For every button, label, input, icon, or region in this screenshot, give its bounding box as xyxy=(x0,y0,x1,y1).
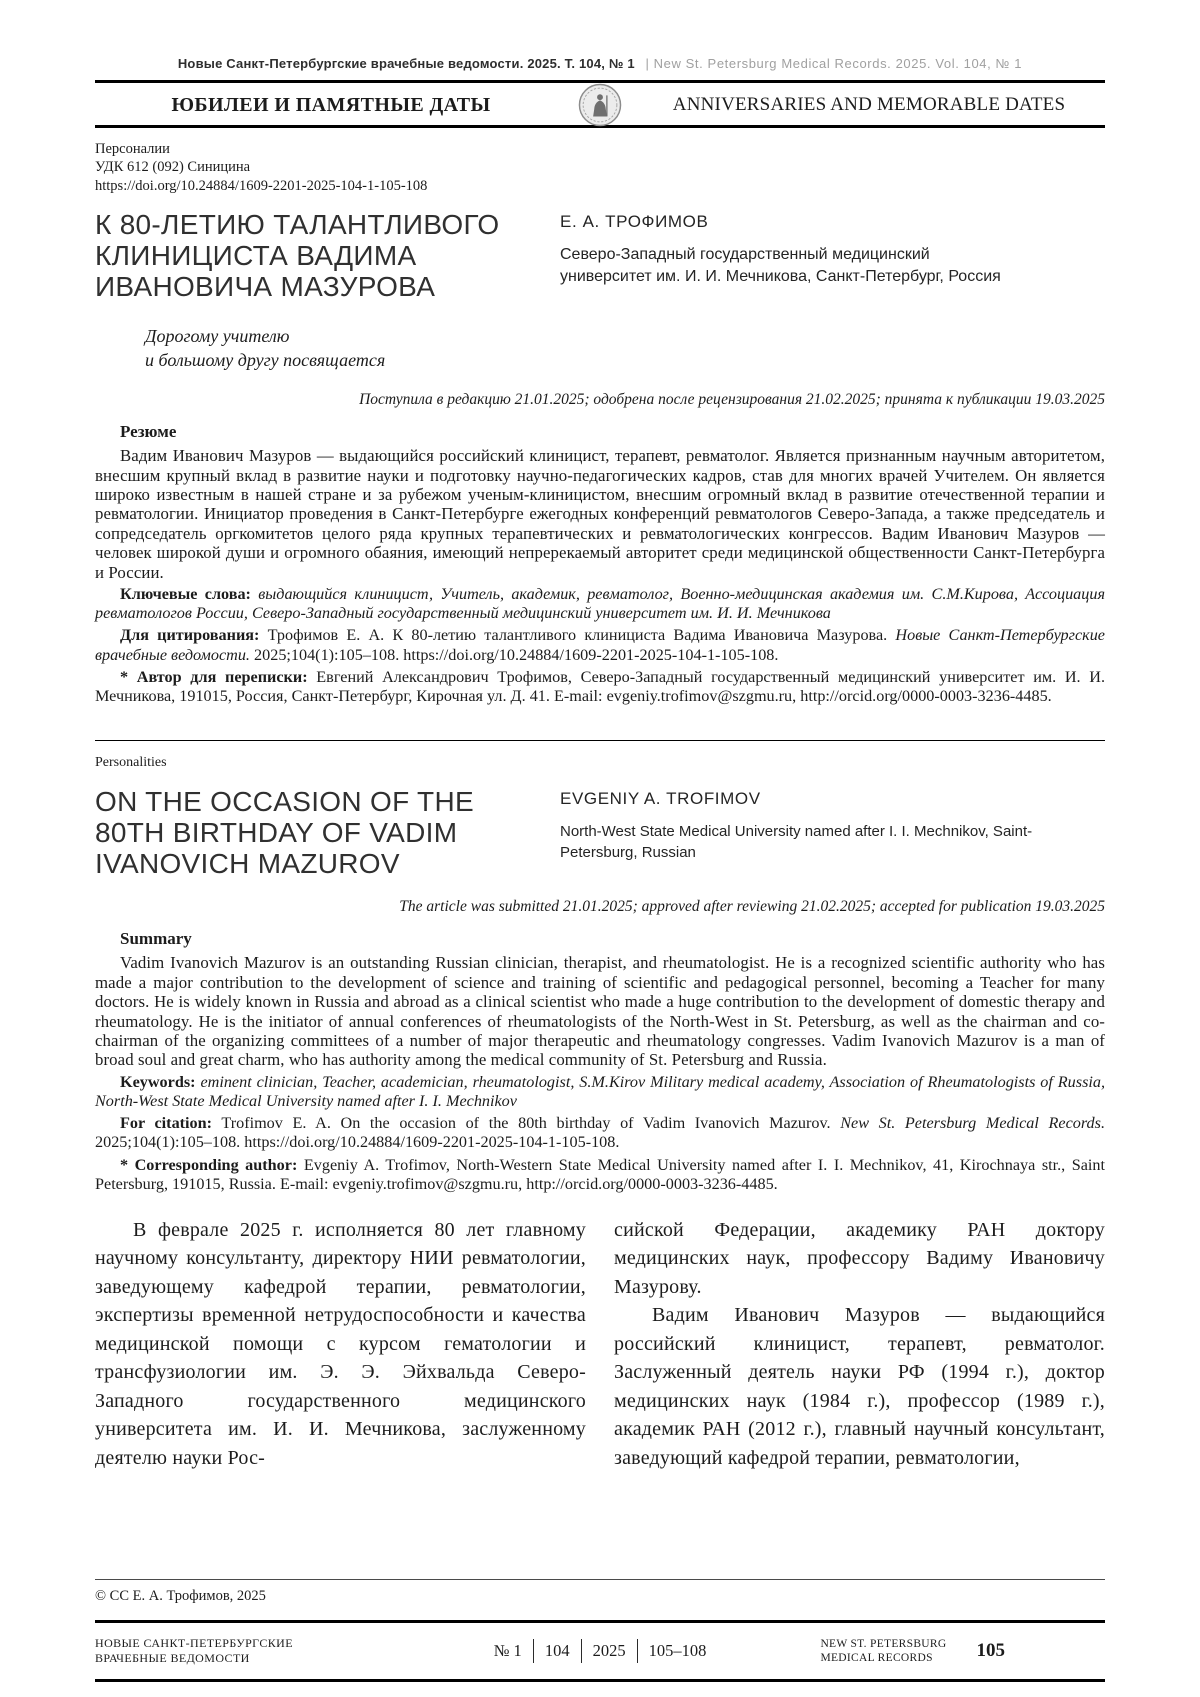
corresponding-author-ru xyxy=(95,668,1105,706)
keywords-label-ru: Ключевые слова: xyxy=(120,585,251,604)
footer-page-number: 105 xyxy=(976,1640,1005,1661)
running-header xyxy=(95,56,1105,71)
article-body xyxy=(95,1216,1105,1473)
footer-journal-en-line2: MEDICAL RECORDS xyxy=(820,1652,933,1664)
body-paragraph: сийской Федерации, академику РАН доктору медицинских наук, профессору Вадиму Ивановичу Мазурову. xyxy=(614,1218,1105,1298)
affiliation-en: North-West State Medical University named after I. I. Mechnikov, Saint-Petersburg, Russian xyxy=(560,823,1033,862)
author-name-en: EVGENIY A. TROFIMOV xyxy=(560,789,761,809)
article-title-en: ON THE OCCASION OF THE 80TH BIRTHDAY OF VADIM IVANOVICH MAZUROV xyxy=(95,786,474,880)
summary-text-ru: Вадим Иванович Мазуров — выдающийся российский клиницист, терапевт, ревматолог. Является признанным научным авторитетом, внесшим крупный вклад в развитие науки и подготовку научно-педагогических кадров, став для многих врачей Учителем. Он является широко известным в нашей стране и за рубежом ученым-клиницистом, внесшим огромный вклад в развитие отечественной терапии и ревматологии. Инициатор проведения в Санкт-Петербурге ежегодных конференций ревматологов Северо-Запада, а также председатель и сопредседатель оргкомитетов целого ряда крупных терапевтических и ревматологических конгрессов. Вадим Иванович Мазуров — человек широкой души и огромного обаяния, имеющий непререкаемый авторитет среди медицинской общественности Санкт-Петербурга и России. xyxy=(95,446,1105,582)
footer-journal-en xyxy=(820,1637,946,1665)
footer-issue-info xyxy=(483,1639,718,1663)
keywords-ru xyxy=(95,585,1105,623)
page-footer xyxy=(95,1620,1105,1682)
body-paragraph: Вадим Иванович Мазуров — выдающийся российский клиницист, терапевт, ревматолог. Заслуженный деятель науки РФ (1994 г.), доктор медицинских наук (1984 г.), профессор (1989 г.), академик РАН (2012 г.), главный научный консультант, заведующий кафедрой терапии, ревматологии, xyxy=(614,1304,1105,1469)
doi-link[interactable]: https://doi.org/10.24884/1609-2201-2025-104-1-105-108 xyxy=(95,177,428,194)
citation-tail-ru: 2025;104(1):105–108. https://doi.org/10.24884/1609-2201-2025-104-1-105-108. xyxy=(254,645,779,664)
submission-note-en: The article was submitted 21.01.2025; approved after reviewing 21.02.2025; accepted for publication 19.03.2025 xyxy=(399,898,1105,916)
footer-journal-ru-line1: НОВЫЕ САНКТ-ПЕТЕРБУРГСКИЕ xyxy=(95,1636,293,1650)
article-title-ru: К 80-ЛЕТИЮ ТАЛАНТЛИВОГО КЛИНИЦИСТА ВАДИМА ИВАНОВИЧА МАЗУРОВА xyxy=(95,209,500,303)
corresponding-text-ru: Евгений Александрович Трофимов, Северо-Западный государственный медицинский университет им. И. И. Мечникова, 191015, Россия, Санкт-Петербург, Кирочная ул. Д. 41. E-mail: evgeniy.trofimov@szgmu.ru, http://orcid.org/0000-0003-3236-4485. xyxy=(95,667,1106,706)
corresponding-label-ru: * Автор для переписки: xyxy=(120,667,308,686)
citation-journal-ru: Новые Санкт-Петербургские врачебные ведомости. xyxy=(95,626,1105,664)
footer-volume: 104 xyxy=(544,1641,570,1660)
running-header-en: | New St. Petersburg Medical Records. 2025. Vol. 104, № 1 xyxy=(645,56,1023,71)
citation-journal-en: New St. Petersburg Medical Records. xyxy=(840,1114,1106,1133)
journal-seal-icon xyxy=(567,83,633,127)
keywords-label-en: Keywords: xyxy=(120,1072,196,1091)
dedication-text xyxy=(145,324,1105,372)
section-divider xyxy=(95,740,1105,741)
summary-heading-ru: Резюме xyxy=(120,422,177,442)
dedication-line: Дорогому учителю xyxy=(145,326,290,347)
footer-issue: № 1 xyxy=(493,1641,522,1660)
summary-text-en: Vadim Ivanovich Mazurov is an outstanding Russian clinician, therapist, and rheumatologist. He is a recognized scientific authority who has made a major contribution to the development of science and training of scientific and pedagogical personnel, becoming a Teacher for many doctors. He is widely known in Russia and abroad as a clinical scientist who made a huge contribution to the development of domestic therapy and rheumatology. He is the initiator of annual conferences of rheumatologists of the North-West in St. Petersburg, as well as the chairman and co-chairman of the organizing committees of a number of major therapeutic and rheumatology congresses. Vadim Ivanovich Mazurov is a man of broad soul and great charm, who has authority among the medical community of St. Petersburg and Russia. xyxy=(95,953,1105,1070)
corresponding-author-en xyxy=(95,1156,1105,1194)
footer-year: 2025 xyxy=(592,1641,626,1660)
citation-text-ru: Трофимов Е. А. К 80-летию талантливого клинициста Вадима Ивановича Мазурова. xyxy=(267,626,888,645)
copyright-line: © СС Е. А. Трофимов, 2025 xyxy=(95,1579,1105,1605)
footer-journal-ru xyxy=(95,1636,293,1666)
body-column-right xyxy=(614,1216,1105,1473)
udc-label: УДК 612 (092) Синицина xyxy=(95,159,251,176)
citation-label-ru: Для цитирования: xyxy=(120,626,260,645)
body-column-left xyxy=(95,1216,586,1473)
citation-text-en: Trofimov E. A. On the occasion of the 80th birthday of Vadim Ivanovich Mazurov. xyxy=(221,1114,831,1133)
keywords-list-en: eminent clinician, Teacher, academician, rheumatologist, S.M.Kirov Military medical academy, Association of Rheumatologists of Russia, North-West State Medical University named after I. I. Mechnikov xyxy=(95,1072,1106,1110)
citation-ru xyxy=(95,626,1105,664)
title-block-ru xyxy=(95,209,1105,302)
dedication-line: и большому другу посвящается xyxy=(145,350,386,371)
footer-journal-en-line1: NEW ST. PETERSBURG xyxy=(820,1638,947,1650)
body-paragraph: В феврале 2025 г. исполняется 80 лет главному научному консультанту, директору НИИ ревматологии, заведующему кафедрой терапии, ревматологии, экспертизы временной нетрудоспособности и качества медицинской помощи с курсом гематологии и трансфузиологии им. Э. Э. Эйхвальда Северо-Западного государственного медицинского университета им. И. И. Мечникова, заслуженному деятелю науки Рос- xyxy=(95,1218,586,1469)
running-header-ru: Новые Санкт-Петербургские врачебные ведомости. 2025. Т. 104, № 1 xyxy=(177,56,635,71)
footer-journal-ru-line2: ВРАЧЕБНЫЕ ВЕДОМОСТИ xyxy=(95,1651,250,1665)
byline-ru xyxy=(560,209,1105,302)
section-banner xyxy=(95,80,1105,128)
title-block-en xyxy=(95,786,1105,879)
citation-en xyxy=(95,1114,1105,1152)
keywords-en xyxy=(95,1073,1105,1111)
rubric-label-en: Personalities xyxy=(95,755,167,771)
summary-heading-en: Summary xyxy=(120,929,192,949)
footer-right xyxy=(820,1637,1105,1665)
keywords-list-ru: выдающийся клиницист, Учитель, академик, ревматолог, Военно-медицинская академия им. С.М.Кирова, Ассоциация ревматологов России, Северо-Западный государственный медицинский университет им. И. И. Мечникова xyxy=(95,585,1105,623)
corresponding-label-en: * Corresponding author: xyxy=(120,1155,298,1174)
citation-label-en: For citation: xyxy=(120,1114,213,1133)
author-name-ru: Е. А. ТРОФИМОВ xyxy=(560,212,709,232)
section-title-ru: ЮБИЛЕИ И ПАМЯТНЫЕ ДАТЫ xyxy=(171,93,491,116)
corresponding-text-en: Evgeniy A. Trofimov, North-Western State Medical University named after I. I. Mechnikov, 41, Kirochnaya str., Saint Petersburg, 191015, Russia. E-mail: evgeniy.trofimov@szgmu.ru, http://orcid.org/0000-0003-3236-4485. xyxy=(95,1155,1106,1193)
byline-en xyxy=(560,786,1105,879)
affiliation-ru: Северо-Западный государственный медицинский университет им. И. И. Мечникова, Санкт-Петербург, Россия xyxy=(560,246,1001,286)
rubric-label: Персоналии xyxy=(95,141,170,157)
section-title-en: ANNIVERSARIES AND MEMORABLE DATES xyxy=(672,94,1066,115)
article-meta xyxy=(95,140,1105,195)
footer-pages: 105–108 xyxy=(648,1641,707,1660)
citation-tail-en: 2025;104(1):105–108. https://doi.org/10.24884/1609-2201-2025-104-1-105-108. xyxy=(95,1133,620,1152)
submission-note-ru: Поступила в редакцию 21.01.2025; одобрена после рецензирования 21.02.2025; принята к публикации 19.03.2025 xyxy=(359,391,1105,409)
